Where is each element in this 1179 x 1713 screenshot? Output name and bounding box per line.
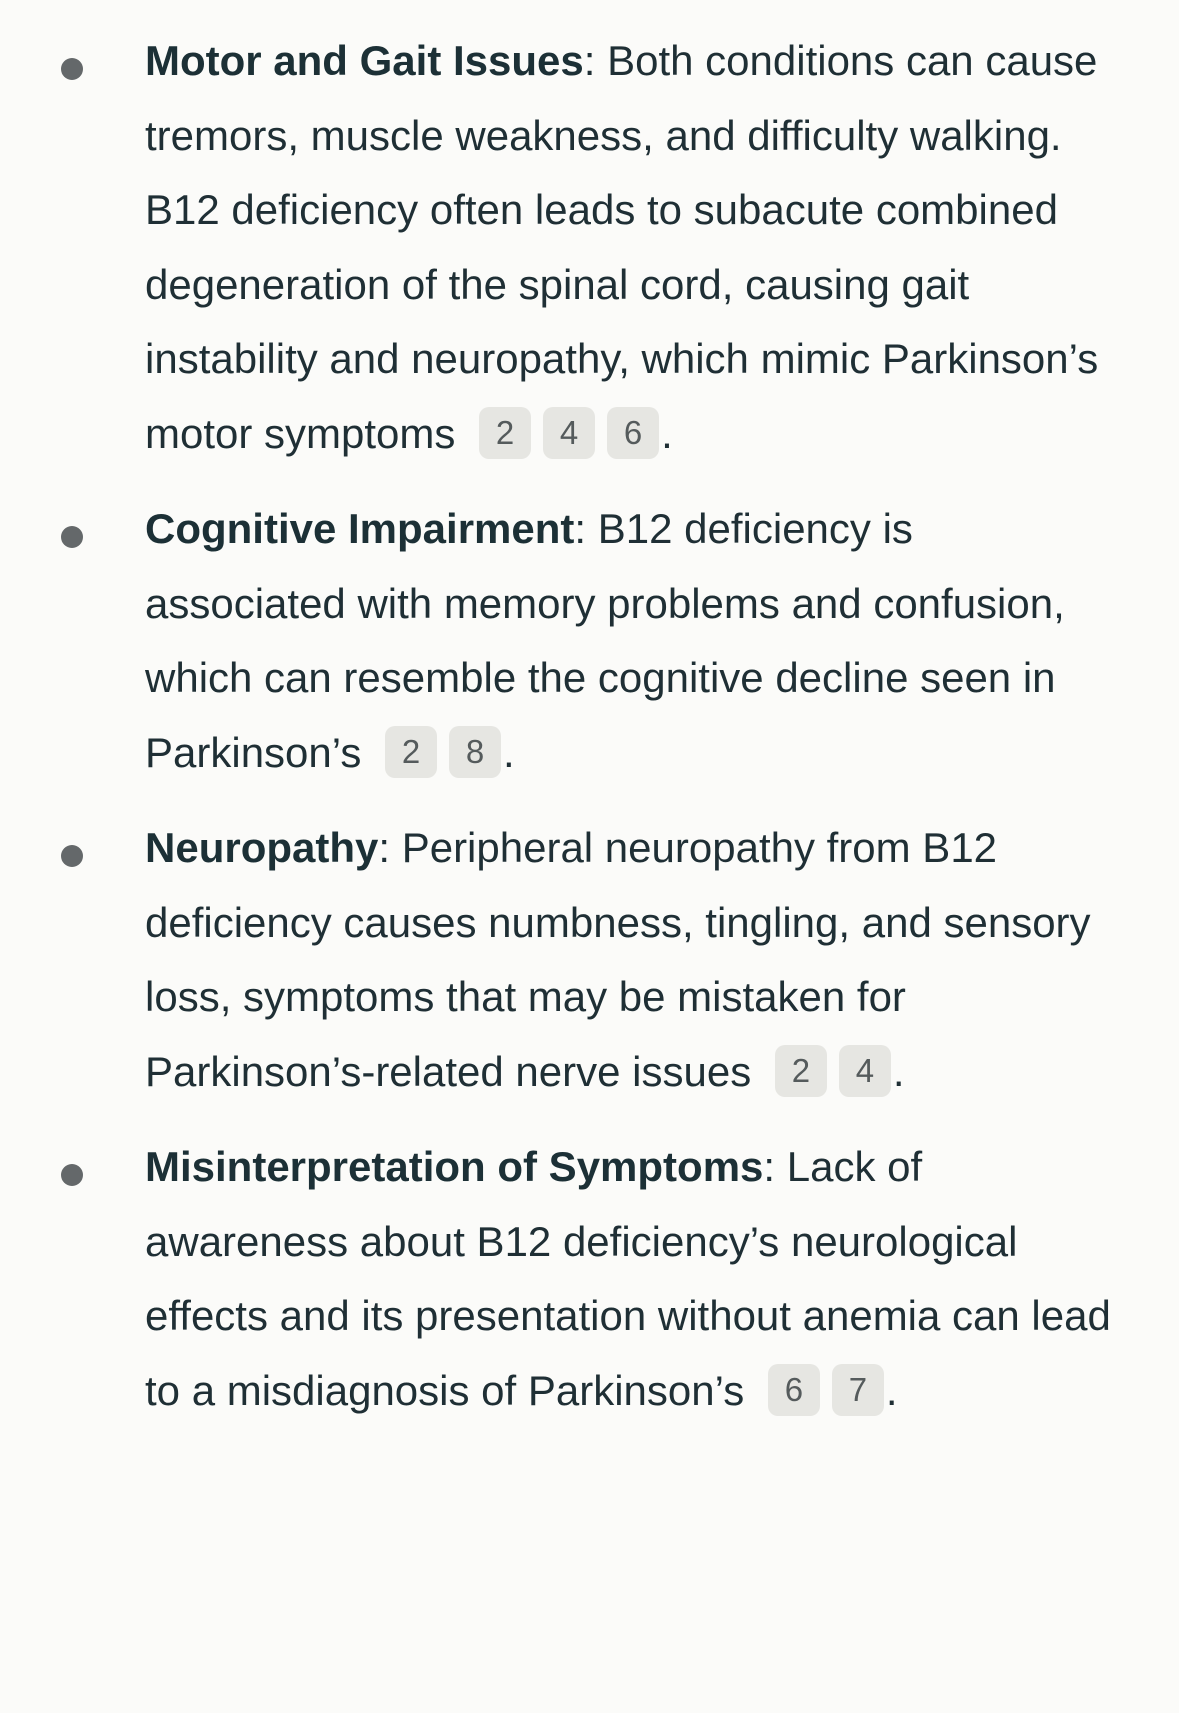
answer-bullet-list [0, 24, 1179, 1449]
list-item-neuropathy [0, 811, 1179, 1109]
citation-badge[interactable]: 2 [479, 407, 531, 459]
term-separator: : [574, 505, 587, 552]
term-separator: : [583, 37, 596, 84]
term-separator: : [763, 1143, 776, 1190]
list-item-motor-gait [0, 24, 1179, 471]
sentence-end: . [503, 728, 515, 776]
list-item-text: B12 deficiency is associated with memory problems and confusion, which can resemble the cognitive decline seen in Parkinson’s [145, 505, 1065, 776]
list-item-text: Lack of awareness about B12 deficiency’s neurological effects and its presentation without anemia can lead to a misdiagnosis of Parkinson’s [145, 1143, 1111, 1414]
citation-badge[interactable]: 6 [768, 1364, 820, 1416]
citation-badge[interactable]: 4 [543, 407, 595, 459]
list-item-term: Misinterpretation of Symptoms [145, 1143, 764, 1190]
list-item-term: Neuropathy [145, 824, 379, 871]
list-item-cognitive [0, 492, 1179, 790]
citation-badge[interactable]: 2 [775, 1045, 827, 1097]
citation-badge[interactable]: 2 [385, 726, 437, 778]
list-item-text: Both conditions can cause tremors, muscle weakness, and difficulty walking. B12 deficiency often leads to subacute combined degeneration of the spinal cord, causing gait instability and neuropathy, which mimic Parkinson’s motor symptoms [145, 37, 1099, 457]
list-item-term: Motor and Gait Issues [145, 37, 584, 84]
sentence-end: . [885, 1366, 898, 1414]
list-item-term: Cognitive Impairment [145, 505, 575, 552]
list-item-misinterpretation [0, 1130, 1179, 1428]
citation-badge[interactable]: 8 [449, 726, 501, 778]
citation-badge[interactable]: 7 [832, 1364, 884, 1416]
sentence-end: . [892, 1047, 905, 1095]
citation-badge[interactable]: 4 [839, 1045, 891, 1097]
list-item-text: Peripheral neuropathy from B12 deficiency causes numbness, tingling, and sensory loss, symptoms that may be mistaken for Parkinson’s-related nerve issues [145, 824, 1091, 1095]
sentence-end: . [661, 409, 673, 457]
term-separator: : [378, 824, 391, 871]
citation-badge[interactable]: 6 [607, 407, 659, 459]
